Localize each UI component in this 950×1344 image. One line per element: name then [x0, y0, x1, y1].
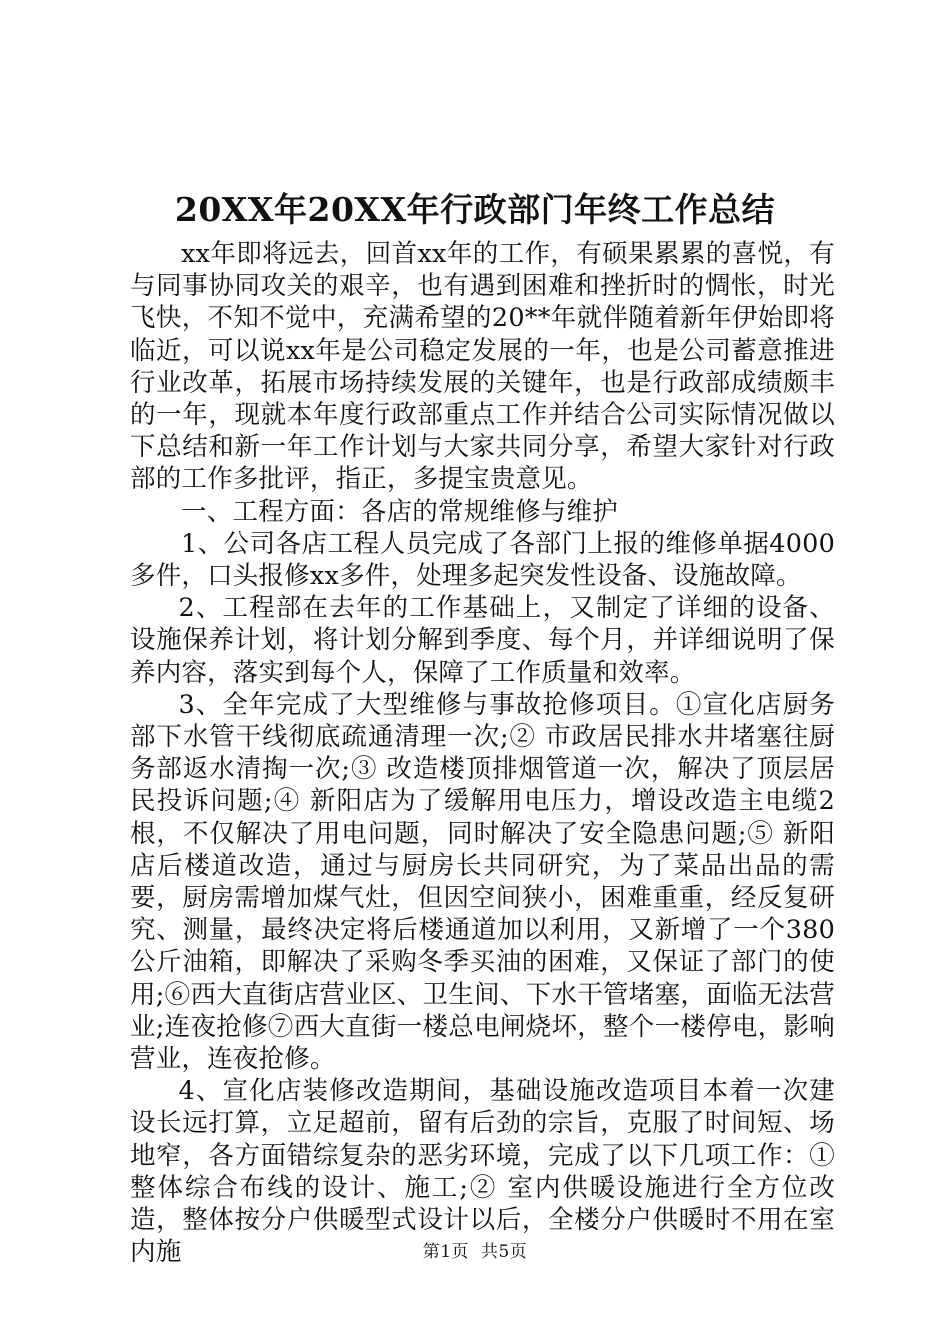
- paragraph-item-2: 2、工程部在去年的工作基础上，又制定了详细的设备、设施保养计划，将计划分解到季度、每个月，并详细说明了保养内容，落实到每个人，保障了工作质量和效率。: [130, 593, 835, 688]
- paragraph-item-1: 1、公司各店工程人员完成了各部门上报的维修单据4000多件，口头报修xx多件，处理多起突发性设备、设施故障。: [130, 528, 835, 592]
- paragraph-intro: xx年即将远去，回首xx年的工作，有硕果累累的喜悦，有与同事协同攻关的艰辛，也有遇到困难和挫折时的惆怅，时光飞快，不知不觉中，充满希望的20**年就伴随着新年伊始即将临近，可以说xx年是公司稳定发展的一年，也是公司蓄意推进行业改革，拓展市场持续发展的关键年，也是行政部成绩颇丰的一年，现就本年度行政部重点工作并结合公司实际情况做以下总结和新一年工作计划与大家共同分享，希望大家针对行政部的工作多批评，指正，多提宝贵意见。: [130, 239, 835, 495]
- paragraph-item-3: 3、全年完成了大型维修与事故抢修项目。①宣化店厨务部下水管干线彻底疏通清理一次;② 市政居民排水井堵塞往厨务部返水清掏一次;③ 改造楼顶排烟管道一次，解决了顶层居民投诉问题;④ 新阳店为了缓解用电压力，增设改造主电缆2根，不仅解决了用电问题，同时解决了安全隐患问题;⑤ 新阳店后楼道改造，通过与厨房长共同研究，为了菜品出品的需要，厨房需增加煤气灶，但因空间狭小，困难重重，经反复研究、测量，最终决定将后楼通道加以利用，又新增了一个380公斤油箱，即解决了采购冬季买油的困难，又保证了部门的使用;⑥西大直街店营业区、卫生间、下水干管堵塞，面临无法营业;连夜抢修⑦西大直街一楼总电闸烧坏，整个一楼停电，影响营业，连夜抢修。: [130, 689, 835, 1075]
- page-footer: 第1页 共5页: [422, 1242, 528, 1262]
- paragraph-item-4: 4、宣化店装修改造期间，基础设施改造项目本着一次建设长远打算，立足超前，留有后劲的宗旨，克服了时间短、场地窄，各方面错综复杂的恶劣环境，完成了以下几项工作：①整体综合布线的设计、施工;② 室内供暖设施进行全方位改造，整体按分户供暖型式设计以后，全楼分户供暖时不用在室内施: [130, 1076, 835, 1268]
- document-title: 20XX年20XX年行政部门年终工作总结: [174, 190, 776, 229]
- document-body: [130, 238, 835, 1269]
- section-heading-engineering: 一、工程方面：各店的常规维修与维护: [181, 496, 618, 527]
